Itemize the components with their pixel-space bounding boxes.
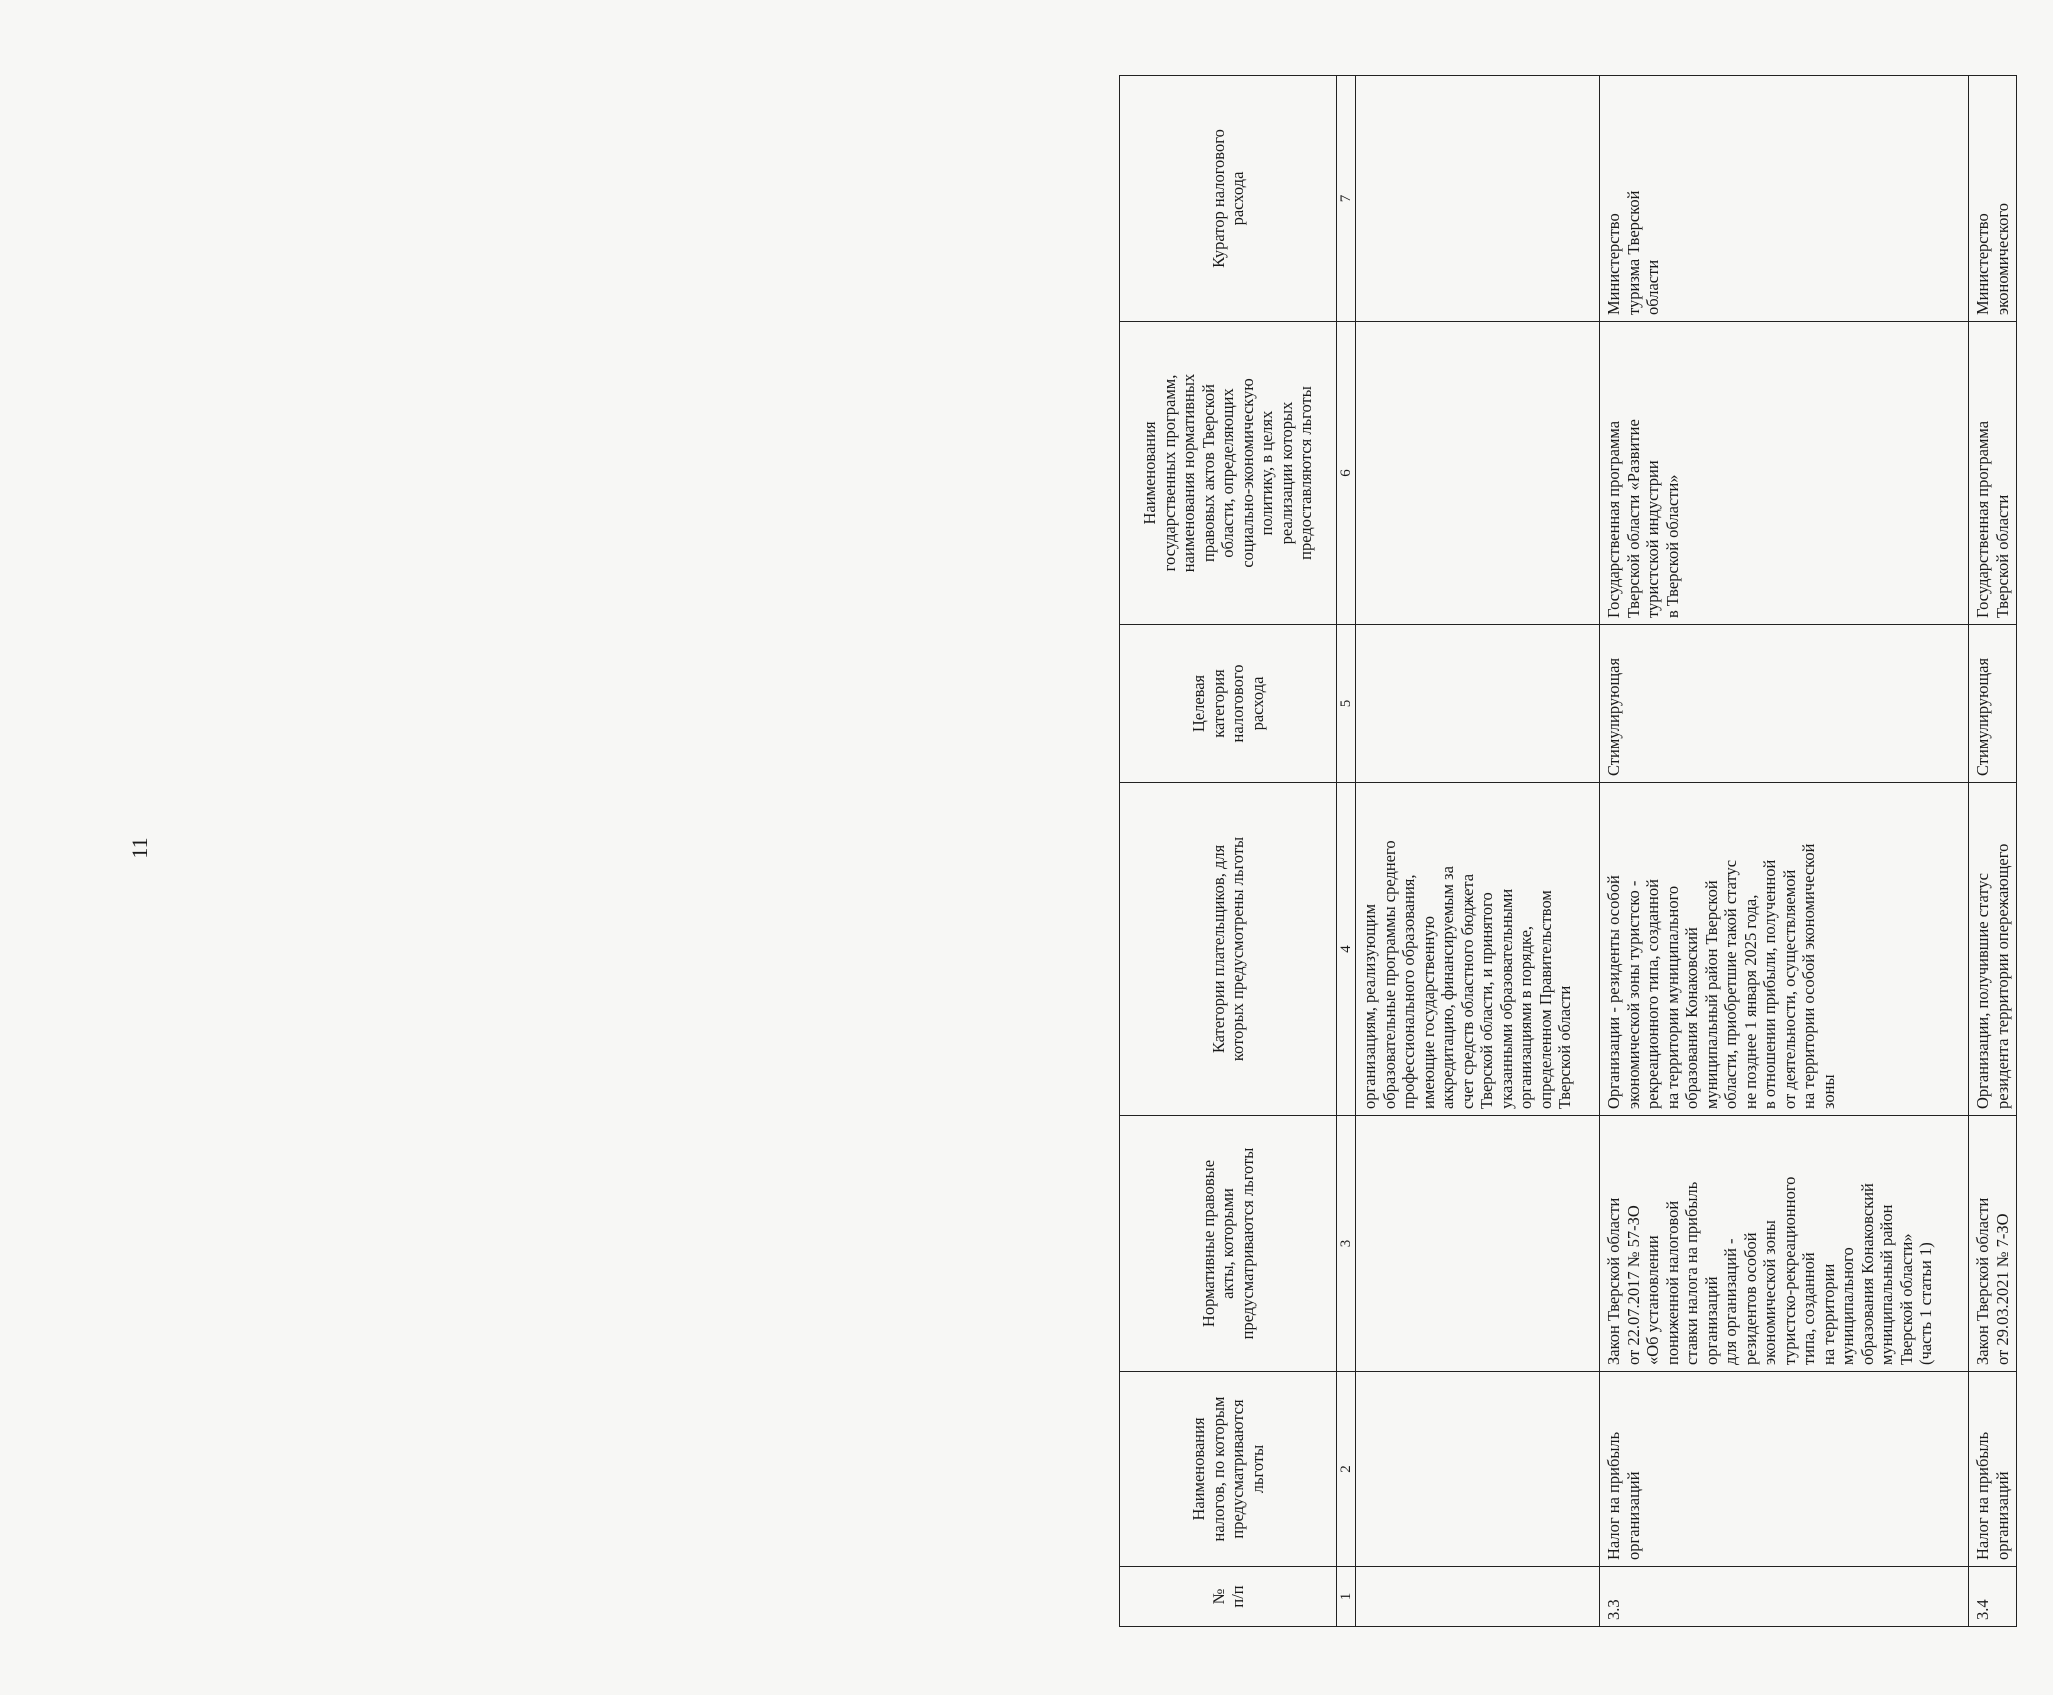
header-tax: Наименования налогов, по которым предусматриваются льготы (1120, 1372, 1337, 1567)
header-act: Нормативные правовые акты, которыми предусматриваются льготы (1120, 1116, 1337, 1372)
table-row (1600, 76, 1969, 1627)
column-number: 1 (1337, 1567, 1356, 1627)
tax-expenditure-table (1119, 75, 2017, 1627)
table-row (1356, 76, 1600, 1627)
header-category: Категории плательщиков, для которых предусмотрены льготы (1120, 783, 1337, 1116)
column-number: 4 (1337, 783, 1356, 1116)
row-no: 3.3 (1600, 1567, 1969, 1627)
column-number: 7 (1337, 76, 1356, 322)
row-act: Закон Тверской области от 22.07.2017 № 57-ЗО «Об установлении пониженной налоговой ставки налога на прибыль организаций для организаций - резидентов особой экономической зоны туристско-рекреационного типа, созданной на территории муниципального образования Конаковский муниципальный район Тверской области» (часть 1 статьи 1) (1600, 1116, 1969, 1372)
header-no: № п/п (1120, 1567, 1337, 1627)
column-number: 3 (1337, 1116, 1356, 1372)
header-program: Наименования государственных программ, наименования нормативных правовых актов Тверской области, определяющих социально-экономическую политику, в целях реализации которых предоставляются льготы (1120, 322, 1337, 625)
row-curator: Министерство туризма Тверской области (1600, 76, 1969, 322)
column-number: 6 (1337, 322, 1356, 625)
row-category: Организации - резиденты особой экономической зоны туристско - рекреационного типа, созданной на территории муниципального образования Конаковский муниципальный район Тверской области, приобретшие такой статус не позднее 1 января 2025 года, в отношении прибыли, полученной от деятельности, осуществляемой на территории особой экономической зоны (1600, 783, 1969, 1116)
header-row (1120, 76, 1337, 1627)
header-target: Целевая категория налогового расхода (1120, 625, 1337, 783)
column-number-row (1337, 76, 1356, 1627)
row-act: Закон Тверской области от 29.03.2021 № 7-ЗО (1969, 1116, 2017, 1372)
row-curator: Министерство экономического (1969, 76, 2017, 322)
row-tax: Налог на прибыль организаций (1969, 1372, 2017, 1567)
column-number: 5 (1337, 625, 1356, 783)
row-category: Организации, получившие статус резидента территории опережающего (1969, 783, 2017, 1116)
row-tax (1356, 1372, 1600, 1567)
page-number: 11 (127, 837, 152, 859)
header-curator: Куратор налогового расхода (1120, 76, 1337, 322)
row-category: организациям, реализующим образовательные программы среднего профессионального образования, имеющие государственную аккредитацию, финансируемым за счет средств областного бюджета Тверской области, и принятого указанными образовательными организациями в порядке, определенном Правительством Тверской области (1356, 783, 1600, 1116)
table-row (1969, 76, 2017, 1627)
row-program: Государственная программа Тверской области «Развитие туристской индустрии в Тверской области» (1600, 322, 1969, 625)
rotated-table-container (1119, 76, 2053, 1627)
row-act (1356, 1116, 1600, 1372)
row-tax: Налог на прибыль организаций (1600, 1372, 1969, 1567)
row-no (1356, 1567, 1600, 1627)
row-curator (1356, 76, 1600, 322)
row-target (1356, 625, 1600, 783)
row-target: Стимулирующая (1969, 625, 2017, 783)
row-no: 3.4 (1969, 1567, 2017, 1627)
row-program: Государственная программа Тверской области (1969, 322, 2017, 625)
row-target: Стимулирующая (1600, 625, 1969, 783)
column-number: 2 (1337, 1372, 1356, 1567)
row-program (1356, 322, 1600, 625)
